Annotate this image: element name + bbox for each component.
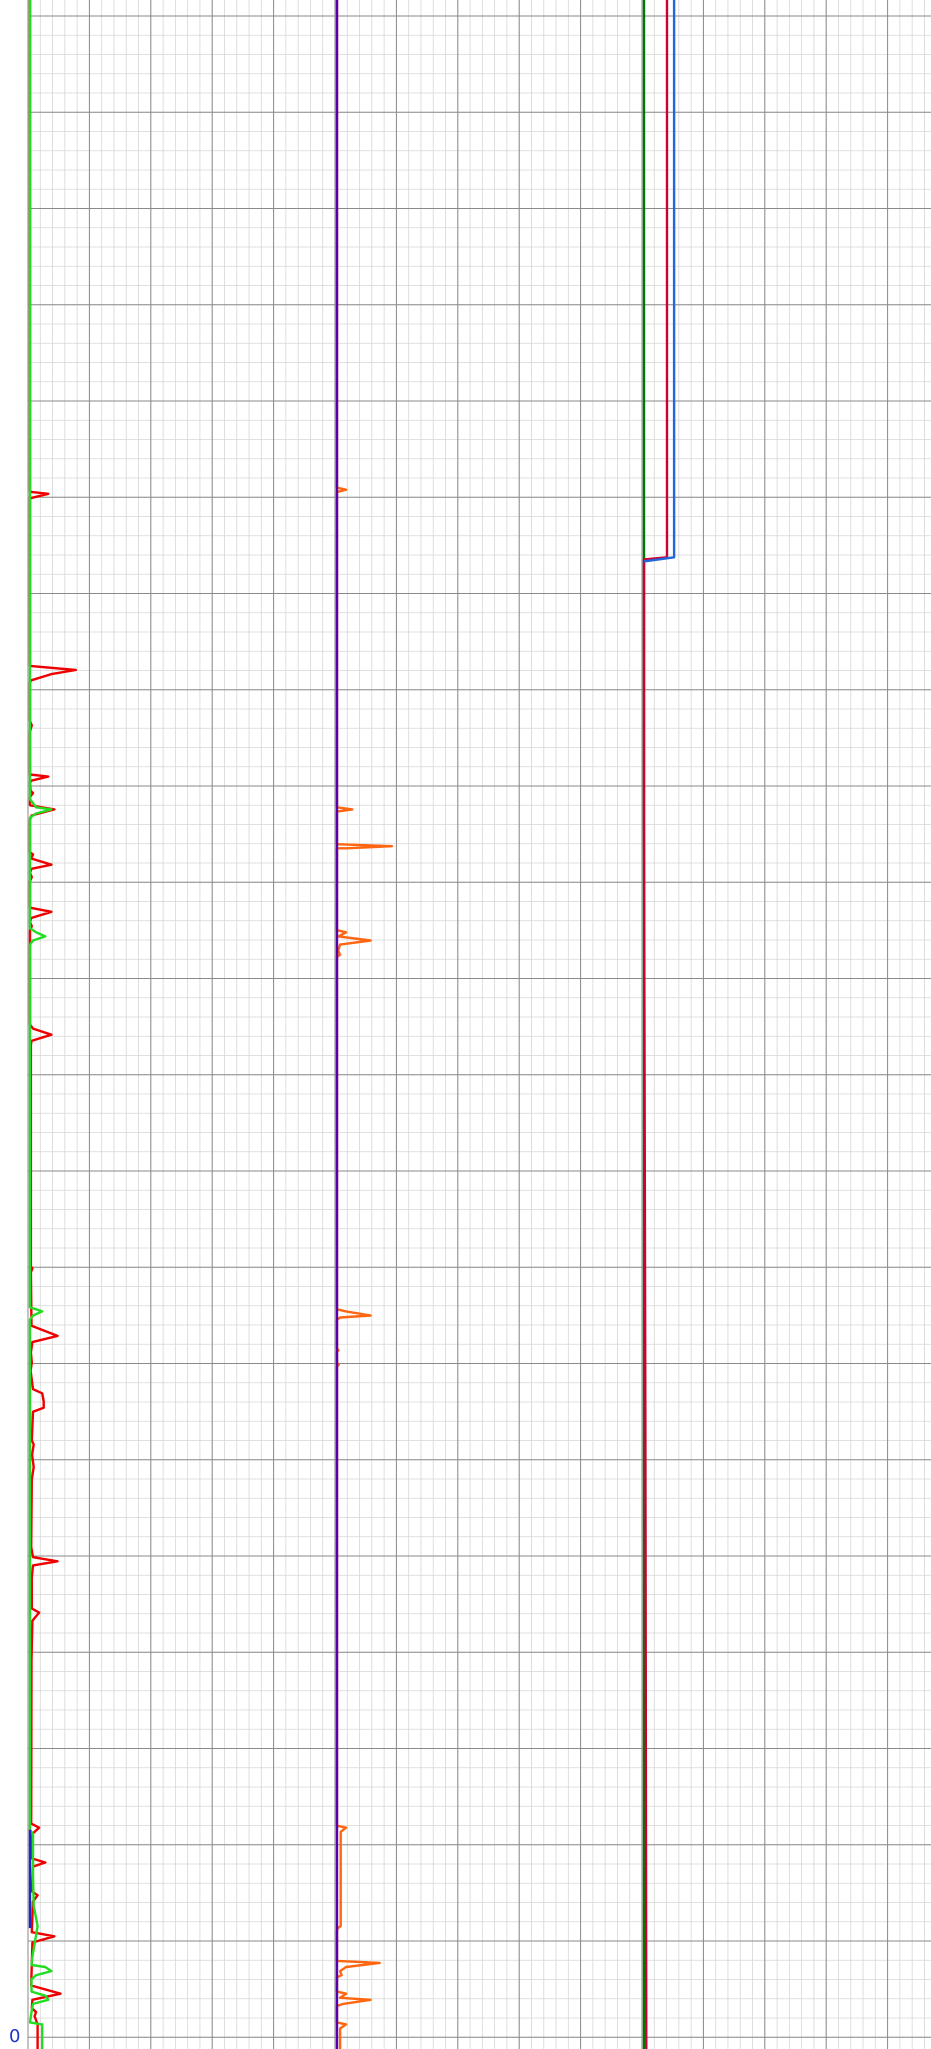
track-2 xyxy=(337,0,392,2049)
track-3 xyxy=(644,0,674,2049)
track-2-curve-1 xyxy=(337,0,392,2049)
depth-zero-label: 0 xyxy=(9,2026,21,2047)
track-1-curve-2 xyxy=(30,0,51,2049)
track-3-curve-3 xyxy=(644,0,674,561)
track-3-curve-2 xyxy=(644,0,667,2049)
minor-grid xyxy=(28,0,931,2049)
